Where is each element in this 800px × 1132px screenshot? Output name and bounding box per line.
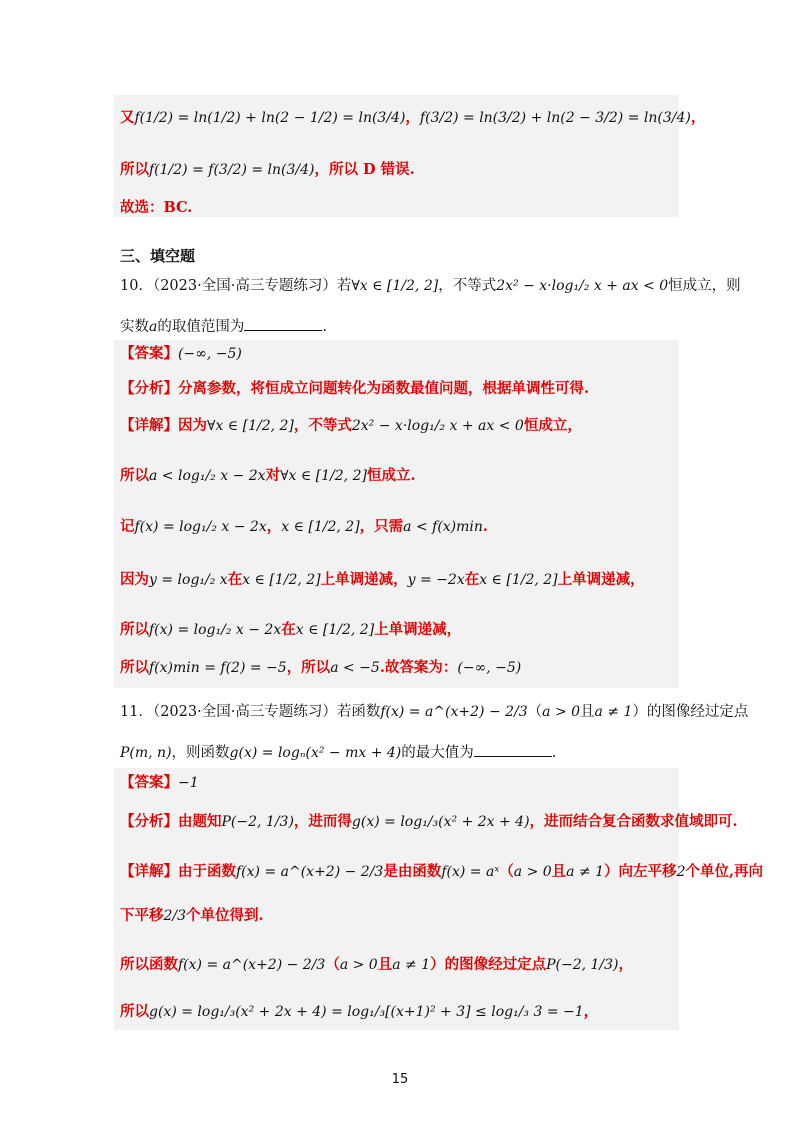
text: 记 <box>120 518 135 535</box>
q10-detail-4 <box>120 570 645 590</box>
q10-detail-1 <box>120 416 582 436</box>
formula: P(−2, 1/3) <box>546 957 619 973</box>
text: ，则函数 <box>171 745 230 761</box>
q11-analysis <box>120 812 738 832</box>
text: 由题知 <box>178 813 222 830</box>
text: ， <box>266 518 282 535</box>
formula: a ≠ 1 <box>594 704 633 720</box>
text: ，所以 D 错误. <box>314 161 415 178</box>
text: ， <box>583 1003 599 1020</box>
text: ，只需 <box>359 518 404 535</box>
formula: a < −5 <box>330 660 380 676</box>
text: 所以 <box>120 621 149 638</box>
text: ，不等式 <box>438 278 497 294</box>
text: 在 <box>227 571 243 588</box>
text: （ <box>527 704 543 720</box>
formula: ∀x ∈ [1/2, 2] <box>280 468 367 484</box>
text: 的最大值为 <box>401 745 474 761</box>
label: 【答案】 <box>120 774 178 791</box>
q10-detail-5 <box>120 620 461 640</box>
formula: a ≠ 1 <box>392 957 431 973</box>
text: （ <box>499 863 514 880</box>
text: ，进而得 <box>293 813 352 830</box>
formula: g(x) = log₁/₃(x² + 2x + 4) = log₁/₃[(x+1)² + 3] ≤ log₁/₃ 3 = −1 <box>149 1004 584 1020</box>
formula: a ≠ 1 <box>566 864 605 880</box>
q11-answer <box>120 773 199 793</box>
text: 上单调递减， <box>320 571 408 588</box>
label: 【分析】 <box>120 813 178 830</box>
formula: 2 <box>676 864 686 880</box>
formula: x ∈ [1/2, 2] <box>479 572 558 588</box>
formula: a < log₁/₂ x − 2x <box>149 468 266 484</box>
text: ，不等式 <box>293 417 352 434</box>
q11-stem-line-2 <box>120 742 556 763</box>
formula: f(x) = a^(x+2) − 2/3 <box>380 704 528 720</box>
formula: f(x) = a^(x+2) − 2/3 <box>178 957 326 973</box>
text: 所以 <box>120 659 149 676</box>
text: 因为 <box>178 417 207 434</box>
label: 【答案】 <box>120 345 178 362</box>
text: 在 <box>464 571 480 588</box>
q10-analysis <box>120 379 589 399</box>
formula: P(−2, 1/3) <box>221 814 294 830</box>
label: 【详解】 <box>120 863 178 880</box>
text: 上单调递减， <box>557 571 645 588</box>
formula: y = −2x <box>407 572 465 588</box>
text: ， <box>690 109 706 126</box>
text: 所以 <box>120 1003 149 1020</box>
formula: f(x)min = f(2) = −5 <box>149 660 287 676</box>
formula: a < f(x)min <box>403 519 483 535</box>
q10-stem-line-2 <box>120 316 327 337</box>
text: . <box>322 319 327 335</box>
text: ）的图像经过定点 <box>632 704 749 720</box>
text: ，所以 <box>286 659 331 676</box>
q10-detail-2 <box>120 466 416 486</box>
formula: x ∈ [1/2, 2] <box>295 622 375 638</box>
formula: ∀x ∈ [1/2, 2] <box>351 278 439 294</box>
formula: g(x) = log₁/₃(x² + 2x + 4) <box>351 814 530 830</box>
q10-detail-6 <box>120 658 521 678</box>
text: （2023·全国·高三专题练习）若 <box>152 278 352 294</box>
formula: f(x) = aˣ <box>441 864 500 880</box>
text: 个单位,再向 <box>685 863 764 880</box>
text: 且 <box>580 704 595 720</box>
formula: f(1/2) = f(3/2) = ln(3/4) <box>149 162 315 178</box>
formula: (−∞, −5) <box>178 346 242 362</box>
text: 的取值范围为 <box>157 319 245 335</box>
text: 分离参数，将恒成立问题转化为函数最值问题，根据单调性可得. <box>178 380 590 397</box>
formula: x ∈ [1/2, 2] <box>242 572 321 588</box>
text: 又 <box>120 109 135 126</box>
text: 在 <box>281 621 296 638</box>
text: 恒成立， <box>523 417 582 434</box>
text: 恒成立，则 <box>668 278 741 294</box>
answer-blank <box>474 742 552 757</box>
formula: ∀x ∈ [1/2, 2] <box>207 418 294 434</box>
formula: f(3/2) = ln(3/2) + ln(2 − 3/2) = ln(3/4) <box>419 110 691 126</box>
q10-answer <box>120 344 242 364</box>
q11-detail-3 <box>120 955 633 975</box>
q11-detail-4 <box>120 1002 598 1022</box>
text: . <box>551 745 557 761</box>
text: ，进而结合复合函数求值域即可. <box>529 813 738 830</box>
formula: (−∞, −5) <box>457 660 522 676</box>
text: 下平移 <box>120 907 164 924</box>
formula: a > 0 <box>542 704 581 720</box>
answer-blank <box>244 316 322 331</box>
text: ， <box>618 956 634 973</box>
formula: −1 <box>178 775 199 791</box>
q10-detail-3 <box>120 517 488 537</box>
q9-line-3: 故选：BC. <box>120 199 193 216</box>
text: 所以 <box>120 161 149 178</box>
formula: a > 0 <box>513 864 552 880</box>
section-title: 三、填空题 <box>120 247 196 265</box>
label: 【分析】 <box>120 380 178 397</box>
formula: 2x² − x·log₁/₂ x + ax < 0 <box>496 278 669 294</box>
formula: a > 0 <box>339 957 378 973</box>
text: ）向左平移 <box>604 863 677 880</box>
text: 所以函数 <box>120 956 178 973</box>
formula: f(x) = log₁/₂ x − 2x <box>134 519 267 535</box>
text: 且 <box>377 956 393 973</box>
formula: f(1/2) = ln(1/2) + ln(2 − 1/2) = ln(3/4) <box>134 110 406 126</box>
text: 恒成立. <box>366 467 416 484</box>
text: 因为 <box>120 571 149 588</box>
formula: f(x) = a^(x+2) − 2/3 <box>236 864 384 880</box>
formula: 2x² − x·log₁/₂ x + ax < 0 <box>351 418 524 434</box>
text: 所以 <box>120 467 149 484</box>
text: 是由函数 <box>383 863 442 880</box>
formula: f(x) = log₁/₂ x − 2x <box>149 622 282 638</box>
text: 且 <box>551 863 567 880</box>
solution-block-q11 <box>114 768 679 1030</box>
text: 实数 <box>120 319 149 335</box>
text: 个单位得到. <box>186 907 264 924</box>
text: . <box>482 518 488 535</box>
formula: 2/3 <box>163 908 187 924</box>
formula: x ∈ [1/2, 2] <box>281 519 360 535</box>
formula: y = log₁/₂ x <box>149 572 228 588</box>
q11-stem-line-1 <box>120 702 748 722</box>
text: （ <box>325 956 340 973</box>
page-number: 15 <box>391 1072 409 1087</box>
question-number: 11． <box>120 704 153 720</box>
q10-stem-line-1 <box>120 276 741 296</box>
text: 对 <box>265 467 281 484</box>
q11-detail-1 <box>120 862 763 882</box>
text: .故答案为： <box>379 659 458 676</box>
q9-line-1 <box>120 108 705 128</box>
question-number: 10． <box>120 278 153 294</box>
q11-detail-2 <box>120 906 264 926</box>
label: 【详解】 <box>120 417 178 434</box>
text: 上单调递减， <box>374 621 462 638</box>
q9-line-2 <box>120 160 415 180</box>
text: 由于函数 <box>178 863 236 880</box>
text: ）的图像经过定点 <box>430 956 547 973</box>
formula: g(x) = logₙ(x² − mx + 4) <box>229 745 402 761</box>
text: ， <box>405 109 420 126</box>
formula: a <box>149 319 158 335</box>
formula: P(m, n) <box>120 745 172 761</box>
text: （2023·全国·高三专题练习）若函数 <box>152 704 381 720</box>
